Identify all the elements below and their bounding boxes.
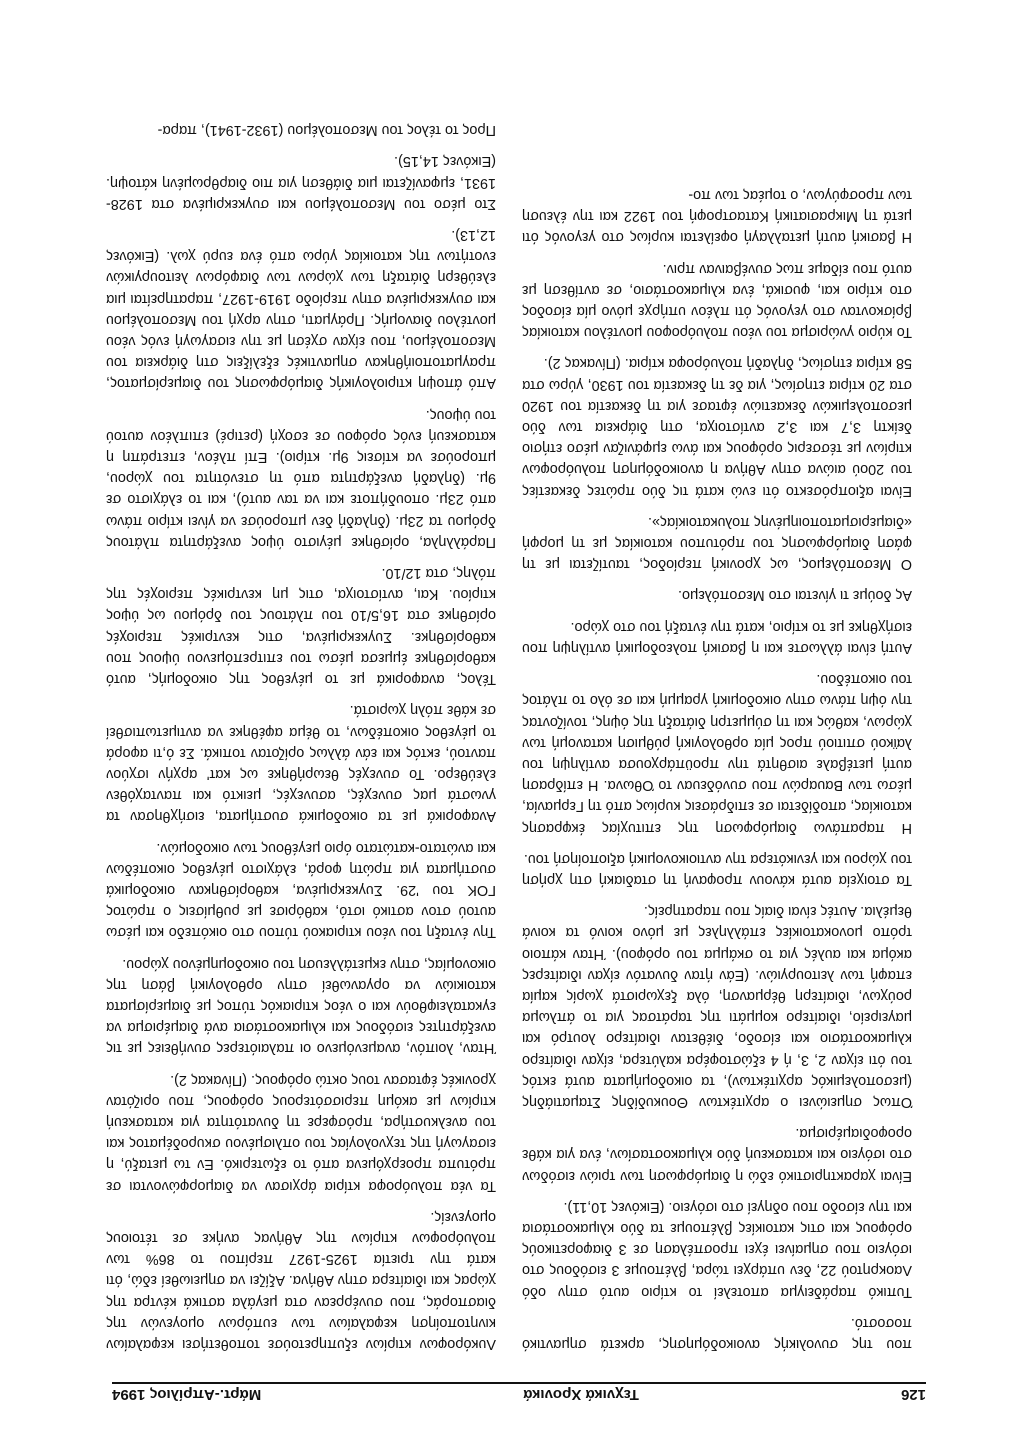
- paragraph: που της συνολικής ανοικοδόμησης, αρκετά σημαντικό ποσοστό.: [522, 1314, 912, 1352]
- paragraph: Ήταν, λοιπόν, αναμενόμενο οι παλαιότερες συνήθειες με τις ανεξάρτητες εισόδους και κλιμακοστάσια ανά διαμέρισμα να εγκαταλειφθούν και ο νέος κτιριακός τύπος με διαμερίσματα κατοικιών να οργανωθεί στην ορθολογική βάση της οικονομίας, στην εκμετάλλευση του οικοδομημένου χώρου.: [106, 955, 496, 1057]
- page-number: 126: [900, 1386, 926, 1403]
- paragraph: Τα νέα πολυόροφα κτίρια άρχισαν να διαμορφώνονται σε πρότυπα προερχόμενα από το εξωτερικό. Εν τω μεταξύ, η εισαγωγή της τεχνολογίας του οπλισμένου σκυροδέματος και του ανελκυστήρα, πρόσφερε τη δυνατότητα για κατασκευή κτιρίων με ακόμη περισσότερους ορόφους, που οριζόταν χρονικές έφτασαν τους οκτώ ορόφους. (Πίνακας 2).: [106, 1071, 496, 1194]
- paragraph: Τα στοιχεία αυτά κάνουν προφανή τη σταδιακή στη χρήση του χώρου και γενικότερα την αντιοικονομική αξιοποίησή του.: [522, 850, 912, 888]
- text-column-left: [522, 184, 912, 1354]
- issue-date: Μάρτ.-Απρίλιος 1994: [112, 1386, 262, 1403]
- paragraph: Στο μέσο του Μεσοπολέμου και συγκεκριμένα στα 1928-1931, εμφανίζεται μια διάθεση για πιο διαρθρωμένη κάτοψη. (Εικόνες 14,15).: [106, 153, 496, 212]
- paragraph: Τυπικό παράδειγμα αποτελεί το κτίριο αυτό στην οδό Λαοκρητού 22, δεν υπάρχει τώρα, βλέπουμε 3 εισόδους στο ισόγειο που σημαίνει έχει προσπέλαση σε 3 διαφορετικούς ορόφους και στις κατοικίες βλέπουμε τα δύο κλιμακοστάσια και την είσοδο που οδηγεί στο ισόγειο. (Εικόνες 10,11).: [522, 1198, 912, 1300]
- paragraph: Προς το τέλος του Μεσοπολέμου (1932-1941), παρα-: [157, 122, 496, 139]
- paragraph: Την ένταξη του νέου κτιριακού τύπου στο οικόπεδο και μέσω αυτού στον αστικό ιστό, καθόρισε με ρυθμίσεις ο πρώτος ΓΟΚ του '29. Συγκεκριμένα, καθορίσθηκαν οικοδομικά συστήματα για πρώτη φορά, ελάχιστο μέγεθος οικοπέδων και ανώτατο-κατώτατο όριο μεγέθους των οικοδομών.: [106, 839, 496, 941]
- paragraph: Η βασική αυτή μεταλλαγή οφείλεται κυρίως στο γεγονός ότι μετά τη Μικρασιατική Καταστροφή του 1922 και την έλευση των προσφύγων, ο τομέας των πο-: [522, 187, 912, 246]
- paragraph: Όπως σημειώνει ο αρχιτέκτων Θουκυδίδης Σταματιάδης (μεσοπολεμικός αρχιτέκτων), τα οικοδομήματα αυτά εκτός του ότι είχαν 2, 3, ή 4 εξώστοφέρα καλύτερα, είχαν ιδιαίτερο κλιμακοστάσιο και είσοδο, διέθεταν ιδιαίτερο λουτρό και μαγειρείο, ιδιαίτερο κομμάτι της ταράτσας για το άπλωμα ρούχων, ιδιαίτερη θέρμανση, όλα ξεχωριστά χωρίς καμία επαφή των λειτουργιών. (Εάν ήταν δυνατόν είχαν ιδιαίτερες ακόμα και αυλές για το σκάμμα του ορόφου). Ήταν κάποιο τρόπο μονοκατοικίες επάλληλες με μόνο κοινό τα κοινά θεμέλια. Αυτές είναι διαίς που παρατηρείς.: [522, 903, 912, 1110]
- paragraph: Αυτή είναι άλλωστε και η βασική πολεοδομική αντίληψη που εισήχθηκε με το κτίριο, κατά την ένταξή του στο χώρο.: [522, 618, 912, 656]
- paragraph: Αναφορικά με τα οικοδομικά συστήματα, εισήχθησαν τα γνωστά μας συνεχές, ασυνεχές, μεικτό και πανταχόθεν ελεύθερο. Το συνεχές θεωρήθηκε ως κατ' αρχήν ισχύον παντού, εκτός και εάν άλλως ορίζοταν τοπικά. Σε ό,τι αφορά το μέγεθος οικοπέδων, το θέμα αφέθηκε να αντιμετωπισθεί σε κάθε πόλη χωριστά.: [106, 702, 496, 825]
- paragraph: Ας δούμε τι γίνεται στο Μεσοπόλεμο.: [677, 587, 912, 604]
- paragraph: Το κύριο γνώρισμα του νέου πολυόροφου μοντέλου κατοικίας βρίσκονταν στο γεγονός ότι πλέον υπήρχε μόνο μία είσοδος στο κτίριο και, φυσικά, ένα κλιμακοστάσιο, σε αντίθεση με αυτό που είδαμε πως συνέβαιναν πριν.: [522, 260, 912, 341]
- running-head: [112, 1382, 926, 1420]
- paragraph: Λυκόροφων κτιρίων εξυπηρετούσε τοποθετήσει κεφαλαίων κινητοποίηση κεφαλαίων των ευπόρων ομογενών της διασποράς, που συνέρρεαν στα μεγάλα αστικά κέντρα της χώρας και ιδιαίτερα στην Αθήνα. Αξίζει να σημειωθεί εδώ, ότι κατά την τριετία 1925-1927 περίπου το 86% των πολυόροφων κτιρίων της Αθήνας ανήκε σε τέτοιους ομογενείς.: [106, 1208, 496, 1352]
- paragraph: Είναι χαρακτηριστικό εδώ η διαμόρφωση των τριών εισόδων στο ισόγειο και κατασκευή δύο κλιμακοστασίων, ένα για κάθε ορoφοδιαμέρισμα.: [522, 1125, 912, 1184]
- paragraph: Ο Μεσοπόλεμος, ως χρονική περίοδος, ταυτίζεται με τη φάση διαμόρφωσης του πρότυπου κατοικίας με τη μορφή «διαμερισματοποιημένης πολυκατοικίας».: [522, 513, 912, 573]
- paragraph: Από άποψη κτιριολογικής διαμόρφωσης του διαμερίσματος, πραγματοποιήθηκαν σημαντικές εξελίξεις στη διάρκεια του Μεσοπολέμου, που είχαν σχέση με την εισαγωγή ενός νέου μοντέλου διανομής. Πράγματι, στην αρχή του Μεσοπολέμου και συγκεκριμένα στην περίοδο 1919-1927, παρατηρείται μια ελεύθερη διάταξη των χώρων των διαφόρων λειτουργικών ενοτήτων της κατοικίας γύρω από ένα ευρύ χωλ. (Εικόνες 12,13).: [106, 227, 496, 392]
- text-column-right: [106, 119, 496, 1354]
- paragraph: Είναι αξιοπρόσεκτο ότι ενώ κατά τις δύο πρώτες δεκαετίες του 20ού αιώνα στην Αθήνα η ανοικοδόμηση πολυόροφων κτιρίων με τέσσερις ορόφους και άνω εμφάνιζαν μέσο ετήσιο δείκτη 3,7 και 3,2 αντίστοιχα, στη διάρκεια των δύο μεσοπολεμικών δεκαετιών έφτασε για τη δεκαετία του 1920 στα 20 κτίρια ετησίως, για δε τη δεκαετία του 1930, γύρω στα 58 κτίρια ετησίως, δηλαδή πολυόροφα κτίρια. (Πίνακας 2).: [522, 355, 912, 499]
- paragraph: Παράλληλα, ορίσθηκε μέγιστο ύψος ανεξάρτητα πλάτους δρόμου τα 23μ. (δηλαδή δεν μπορούσε να γίνει κτίριο πάνω από 23μ. οπουδήποτε και να ταν αυτό), και το ελάχιστο σε 9μ. (δηλαδή ανεξάρτητα από τη στενότητα του χώρου, μπορούσε να κτίσεις 9μ. κτίριο). Επί πλέον, επετράπη η κατασκευή ενός ορόφου σε εσοχή (ρετιρέ) επιπλέον αυτού του ύψους.: [106, 406, 496, 550]
- paragraph: Η παραπάνω διαμόρφωση της επιτυχίας έκφρασης κατοικίας, αποδίδεται σε επιδράσεις κυρίως από τη Γερμανία, μέσω των Βαυαρών που συνόδευαν το Όθωνα. Η επίδραση αυτή μετέβαλε αισθητά την προϋπάρχουσα αντίληψη του λαϊκού σπιτιού προς μία ορθολογική ρύθμιση κατανομή των χώρων, καθώς και τη σύμμετρη διάταξη της όψης, τονίζοντας την όψη πάνω στην οικοδομική γραμμή και σε όλο το πλάτος του οικοπέδου.: [522, 671, 912, 836]
- journal-title: Τεχνικά Χρονικά: [523, 1386, 639, 1403]
- paragraph: Τέλος, αναφορικά με το μέγεθος της οικοδομής, αυτό καθορίσθηκε έμμεσα μέσω του επιτρεπόμενου ύψους που καθορίσθηκε. Συγκεκριμένα, στις κεντρικές περιοχές ορίσθηκε στα 16,5/10 του πλάτους του δρόμου ως ύψος κτιρίου. Και, αντίστοιχα, στις μη κεντρικές περιοχές της πόλης, στα 12/10.: [106, 565, 496, 688]
